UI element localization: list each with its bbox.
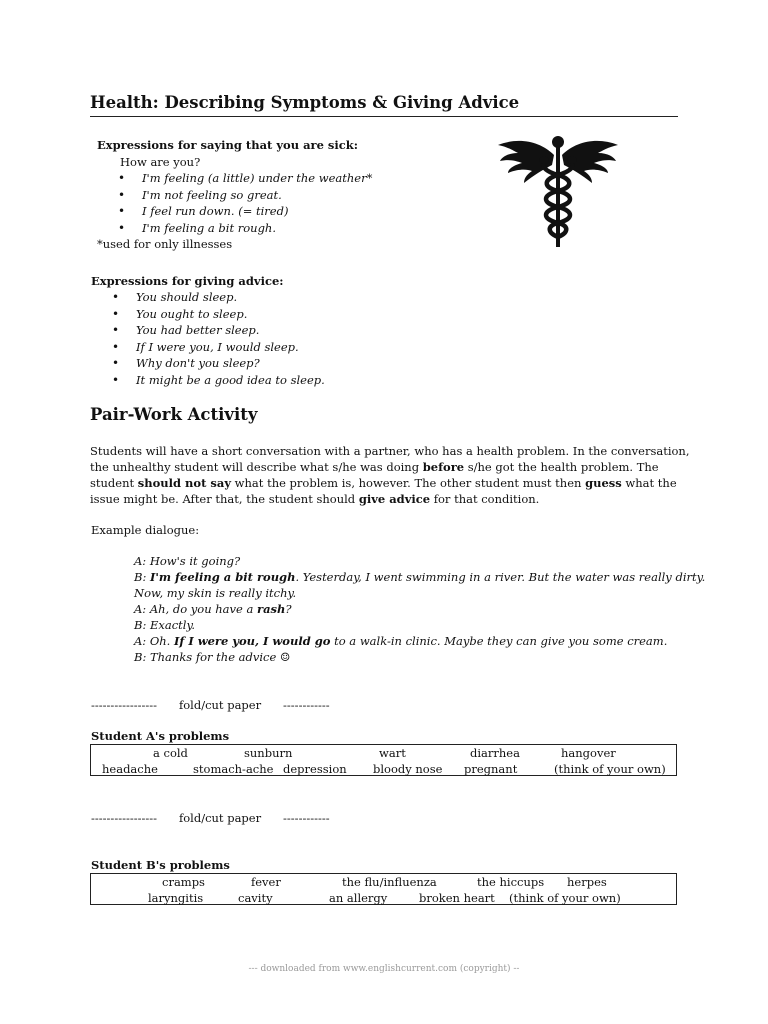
list-item: • I'm not feeling so great. bbox=[142, 187, 372, 204]
example-dialogue bbox=[134, 553, 705, 665]
problem-item: an allergy bbox=[329, 891, 388, 905]
problem-item: headache bbox=[102, 762, 158, 776]
problem-item: a cold bbox=[153, 746, 188, 760]
problem-item: herpes bbox=[567, 875, 607, 889]
title-divider bbox=[90, 116, 678, 117]
sick-note: *used for only illnesses bbox=[97, 237, 233, 251]
list-item: • If I were you, I would sleep. bbox=[136, 339, 325, 356]
problem-item: pregnant bbox=[464, 762, 518, 776]
footer-copyright: --- downloaded from www.englishcurrent.com (copyright) -- bbox=[248, 964, 520, 974]
student-b-problems-box bbox=[90, 873, 677, 905]
problem-item: wart bbox=[379, 746, 406, 760]
problem-item: depression bbox=[283, 762, 347, 776]
problem-item: cramps bbox=[162, 875, 205, 889]
paragraph-line: the unhealthy student will describe what s/he was doing before s/he got the health problem. The bbox=[90, 460, 659, 474]
activity-paragraph bbox=[90, 443, 690, 507]
dialogue-line: A: Oh. If I were you, I would go to a walk-in clinic. Maybe they can give you some cream. bbox=[134, 634, 668, 648]
dialogue-line: Now, my skin is really itchy. bbox=[134, 586, 297, 600]
sick-list bbox=[142, 170, 372, 236]
sick-question: How are you? bbox=[120, 155, 201, 169]
fold-cut-line: ----------------- fold/cut paper ------------ bbox=[91, 811, 330, 825]
paragraph-line: issue might be. After that, the student should give advice for that condition. bbox=[90, 492, 540, 506]
paragraph-line: Students will have a short conversation with a partner, who has a health problem. In the conversation, bbox=[90, 444, 690, 458]
list-item: • You had better sleep. bbox=[136, 322, 325, 339]
student-a-heading: Student A's problems bbox=[91, 729, 230, 743]
section-heading: Pair-Work Activity bbox=[90, 405, 258, 424]
dialogue-line: B: Exactly. bbox=[134, 618, 196, 632]
advice-heading: Expressions for giving advice: bbox=[91, 274, 284, 288]
list-item: • You ought to sleep. bbox=[136, 306, 325, 323]
dialogue-line: B: Thanks for the advice ☺ bbox=[134, 650, 291, 664]
student-b-heading: Student B's problems bbox=[91, 858, 230, 872]
student-a-problems-box bbox=[90, 744, 677, 776]
problem-item: fever bbox=[251, 875, 281, 889]
problem-item: hangover bbox=[561, 746, 616, 760]
list-item: • I'm feeling (a little) under the weather* bbox=[142, 170, 372, 187]
problem-item: sunburn bbox=[244, 746, 293, 760]
list-item: • It might be a good idea to sleep. bbox=[136, 372, 325, 389]
problem-item: (think of your own) bbox=[554, 762, 666, 776]
advice-list bbox=[136, 289, 325, 389]
problem-item: cavity bbox=[238, 891, 273, 905]
dialogue-line: A: How's it going? bbox=[134, 554, 241, 568]
problem-item: (think of your own) bbox=[509, 891, 621, 905]
list-item: • You should sleep. bbox=[136, 289, 325, 306]
list-item: • Why don't you sleep? bbox=[136, 355, 325, 372]
list-item: • I'm feeling a bit rough. bbox=[142, 220, 372, 237]
caduceus-icon bbox=[496, 131, 620, 249]
problem-item: broken heart bbox=[419, 891, 495, 905]
problem-item: the hiccups bbox=[477, 875, 545, 889]
problem-item: laryngitis bbox=[148, 891, 204, 905]
problem-item: stomach-ache bbox=[193, 762, 274, 776]
fold-cut-line: ----------------- fold/cut paper ------------ bbox=[91, 698, 330, 712]
page-title: Health: Describing Symptoms & Giving Advice bbox=[90, 93, 520, 112]
problem-item: bloody nose bbox=[373, 762, 443, 776]
list-item: • I feel run down. (= tired) bbox=[142, 203, 372, 220]
paragraph-line: student should not say what the problem is, however. The other student must then guess what the bbox=[90, 476, 677, 490]
example-label: Example dialogue: bbox=[91, 523, 200, 537]
problem-item: the flu/influenza bbox=[342, 875, 437, 889]
dialogue-line: A: Ah, do you have a rash? bbox=[134, 602, 292, 616]
sick-heading: Expressions for saying that you are sick: bbox=[97, 138, 358, 152]
dialogue-line: B: I'm feeling a bit rough. Yesterday, I went swimming in a river. But the water was really dirty. bbox=[134, 570, 706, 584]
problem-item: diarrhea bbox=[470, 746, 520, 760]
